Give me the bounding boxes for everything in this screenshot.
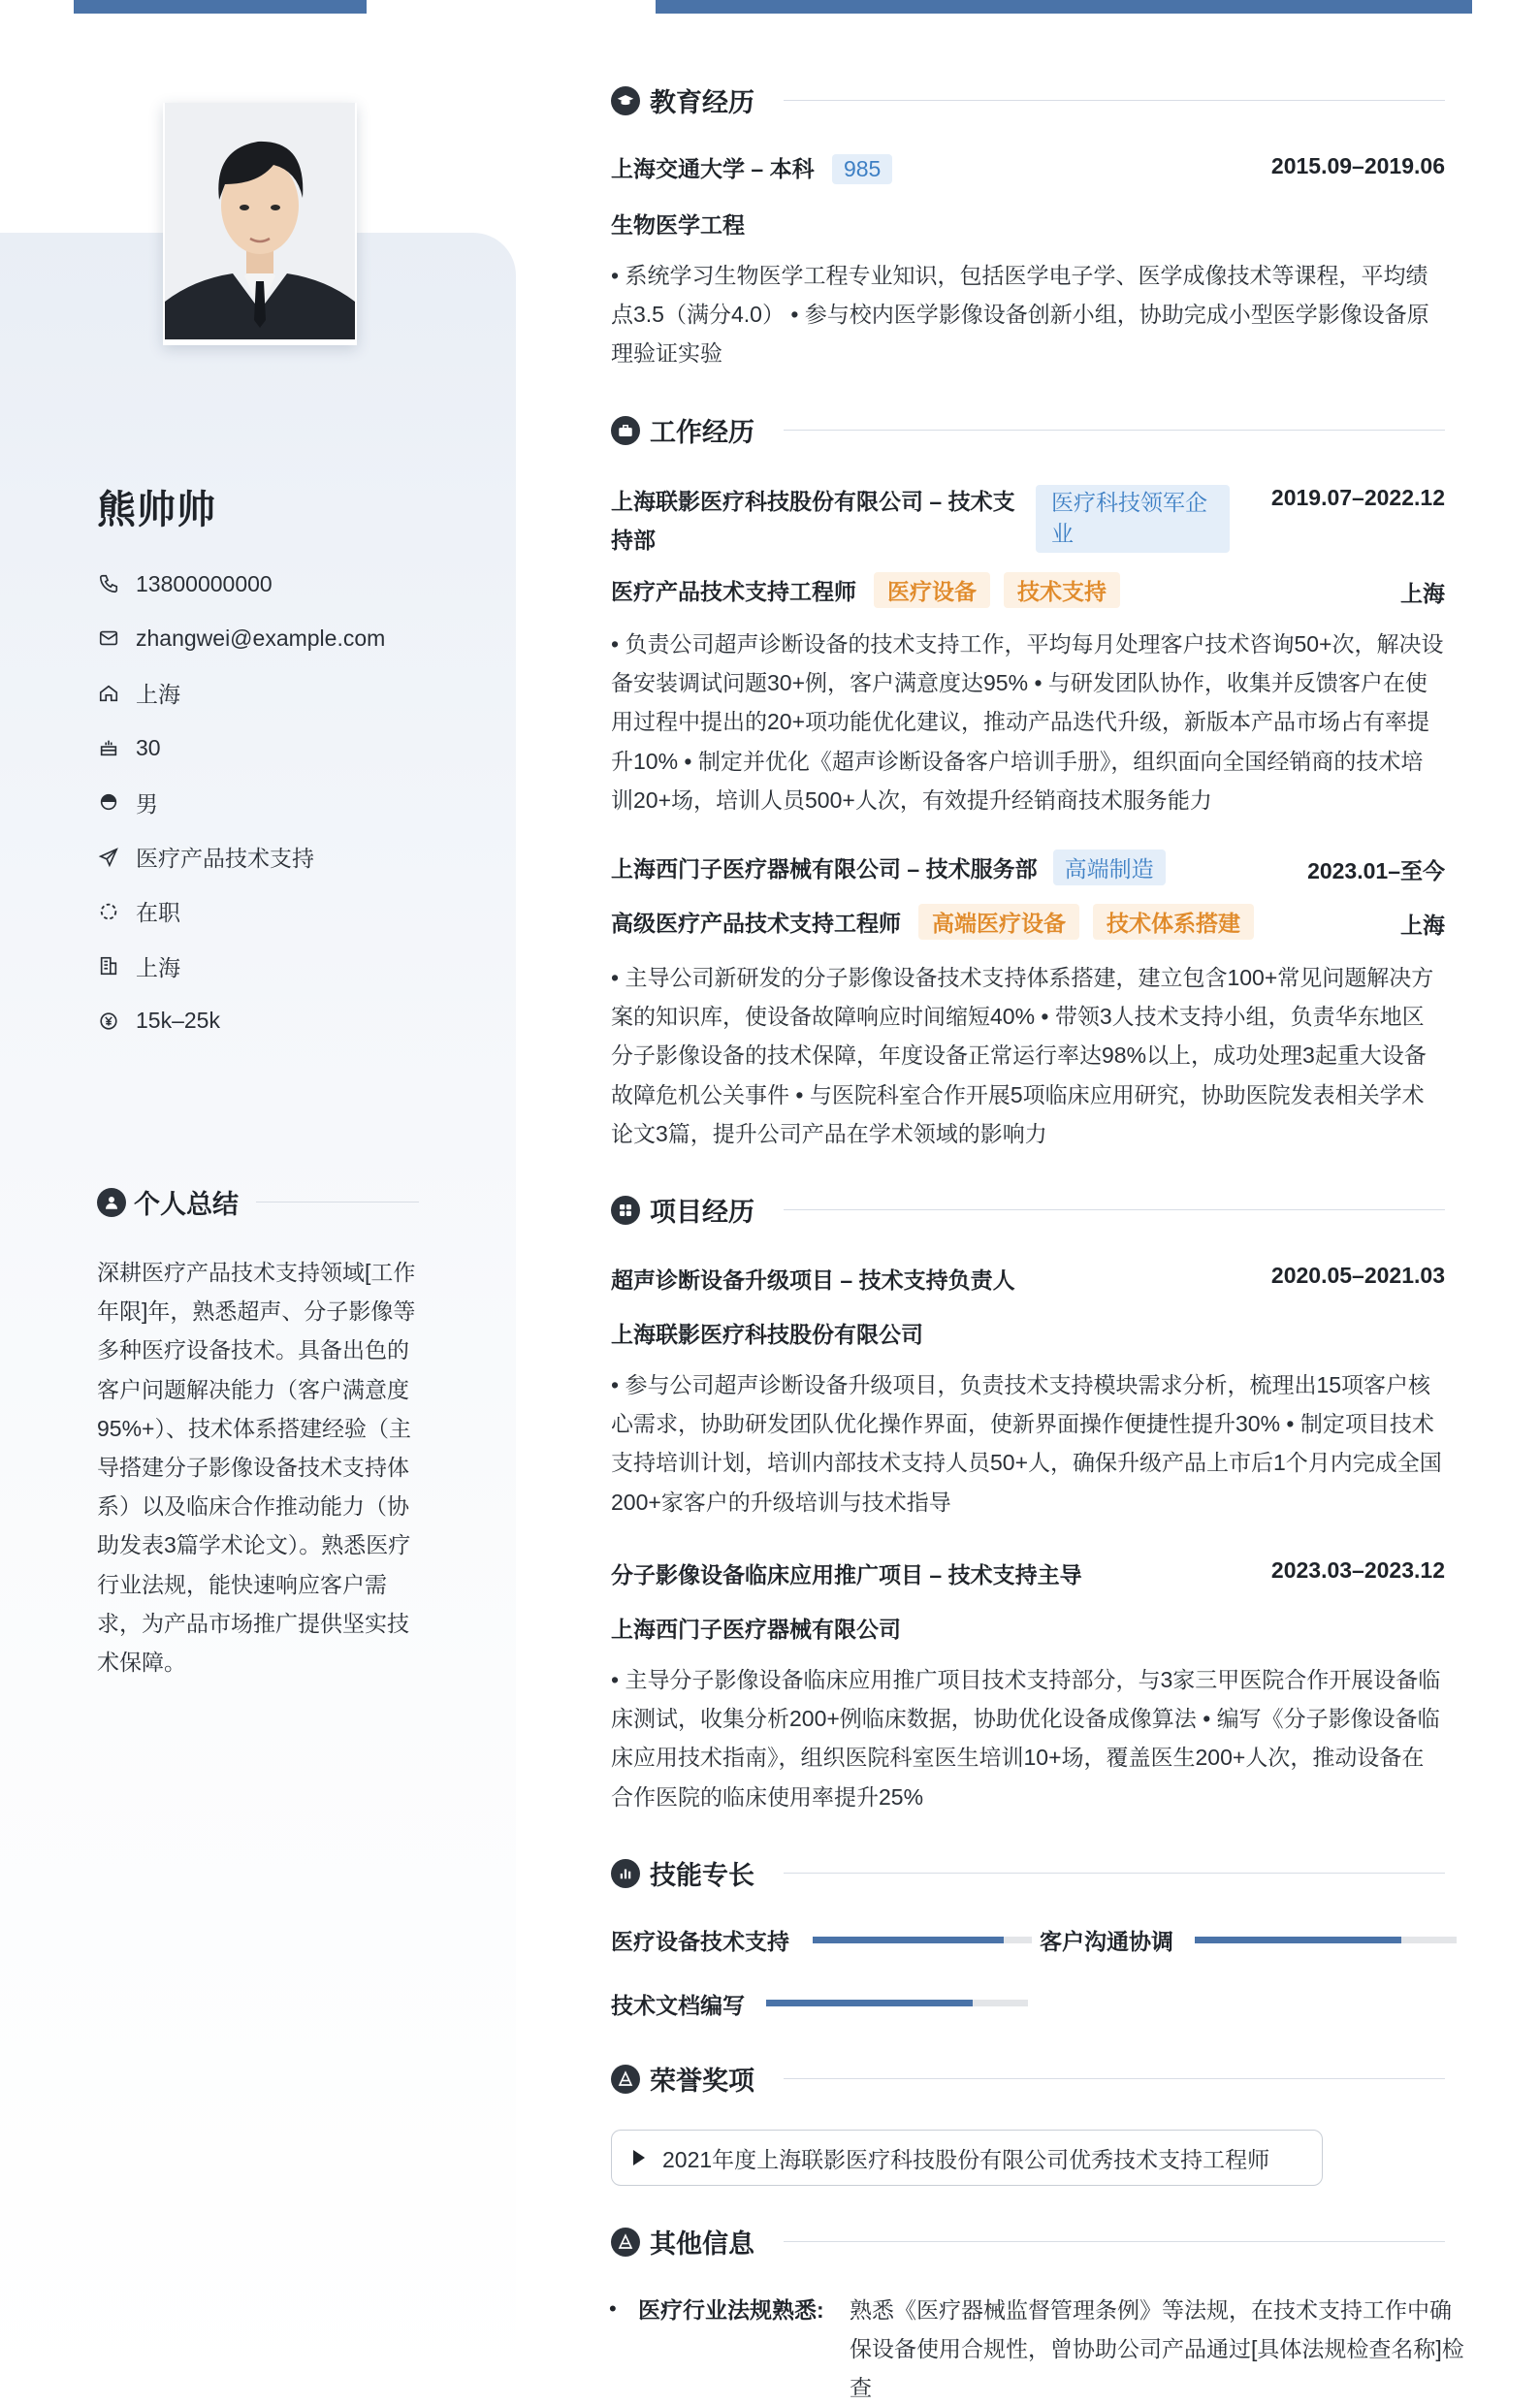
contact-text: 15k–25k [136,1008,220,1034]
award-icon [611,2065,640,2094]
skill-bar-fill [813,1937,1004,1943]
contact-salary [97,993,385,1047]
education-header [611,81,1445,119]
work-date: 2023.01–至今 [1307,858,1445,883]
caret-right-icon [633,2150,645,2165]
divider [784,1873,1445,1874]
contact-age [97,721,385,775]
contact-text: 13800000000 [136,570,273,596]
skill-bar [766,2000,1028,2006]
phone-icon [97,572,120,595]
company-tag: 医疗科技领军企业 [1036,485,1230,553]
contact-city [97,666,385,721]
mail-icon [97,626,120,650]
skill-tag: 高端医疗设备 [918,904,1079,940]
project-desc: • 主导分子影像设备临床应用推广项目技术支持部分，与3家三甲医院合作开展设备临床测试，收集分析200+例临床数据，协助优化设备成像算法 • 编写《分子影像设备临床应用技术指南》，组织医院科室医生培训10+场，覆盖医生200+人次，推动设备在合作医院的临床使用率提升25% [611,1667,1441,1810]
skill-name: 医疗设备技术支持 [611,1929,789,1954]
project-name: 超声诊断设备升级项目 – 技术支持负责人 [611,1267,1015,1293]
contact-text: zhangwei@example.com [136,625,386,651]
contact-email [97,611,385,665]
school-tag: 985 [832,154,892,184]
skill-tag: 医疗设备 [874,572,990,608]
divider [784,100,1445,101]
bullet: • [609,2296,617,2321]
education-desc: • 系统学习生物医学工程专业知识，包括医学电子学、医学成像技术等课程，平均绩点3.5（满分4.0） • 参与校内医学影像设备创新小组，协助完成小型医学影像设备原理验证实验 [611,263,1429,367]
top-accent-bar-left [74,0,367,14]
skill-bar-fill [1195,1937,1401,1943]
award-text: 2021年度上海联影医疗科技股份有限公司优秀技术支持工程师 [662,2146,1270,2172]
home-icon [97,682,120,705]
work-role-row [611,572,1120,608]
divider [784,2241,1445,2242]
skill-name: 客户沟通协调 [1040,1929,1173,1954]
project-company: 上海西门子医疗器械有限公司 [611,1617,901,1642]
contact-text: 在职 [136,900,180,926]
candidate-name: 熊帅帅 [97,489,216,531]
contact-gender [97,775,385,829]
work-role: 医疗产品技术支持工程师 [611,579,856,604]
contact-list [97,557,385,1048]
education-date: 2015.09–2019.06 [1270,153,1445,178]
work-location: 上海 [1400,581,1445,606]
other-label: 医疗行业法规熟悉: [638,2297,824,2323]
skill-tag: 技术支持 [1004,572,1120,608]
person-icon [97,1188,126,1217]
work-location: 上海 [1400,913,1445,938]
projects-header [611,1191,1445,1229]
contact-text: 上海 [136,954,180,980]
work-company: 上海西门子医疗器械有限公司 – 技术服务部 [611,856,1038,882]
gender-icon [97,790,120,814]
contact-status [97,884,385,939]
work-title: 工作经历 [650,418,754,447]
project-date: 2020.05–2021.03 [1270,1263,1445,1288]
send-icon [97,846,120,869]
other-item [609,2291,1466,2405]
grid-icon [611,1196,640,1225]
project-date: 2023.03–2023.12 [1270,1557,1445,1583]
status-icon [97,900,120,923]
education-school-row [611,151,892,184]
education-major: 生物医学工程 [611,212,745,238]
work-role: 高级医疗产品技术支持工程师 [611,911,901,936]
other-text: 熟悉《医疗器械监督管理条例》等法规，在技术支持工作中确保设备使用合规性，曾协助公司产品通过[具体法规检查名称]检查 [850,2297,1464,2401]
divider [784,2078,1445,2079]
work-desc: • 负责公司超声诊断设备的技术支持工作，平均每月处理客户技术咨询50+次，解决设备安装调试问题30+例，客户满意度达95% • 与研发团队协作，收集并反馈客户在使用过程中提出的20+项功能优化建议，推动产品迭代升级，新版本产品市场占有率提升10% • 制定并优化《超声诊断设备客户培训手册》，组织面向全国经销商的技术培训20+场，培训人员500+人次，有效提升经销商技术服务能力 [611,631,1444,813]
work-company-row [611,850,1166,885]
cake-icon [97,736,120,759]
bar-chart-icon [611,1859,640,1888]
contact-text: 上海 [136,682,180,708]
skill-bar-fill [766,2000,973,2006]
project-company: 上海联影医疗科技股份有限公司 [611,1322,923,1347]
education-title: 教育经历 [650,88,754,117]
divider [784,1209,1445,1210]
skill-bar [813,1937,1032,1943]
graduation-cap-icon [611,86,640,115]
work-role-row [611,904,1254,940]
avatar [165,103,355,339]
project-desc: • 参与公司超声诊断设备升级项目，负责技术支持模块需求分析，梳理出15项客户核心需求，协助研发团队优化操作界面，使新界面操作便捷性提升30% • 制定项目技术支持培训计划，培训内部技术支持人员50+人，确保升级产品上市后1个月内完成全国200+家客户的升级培训与技术指导 [611,1372,1442,1515]
work-date: 2019.07–2022.12 [1270,485,1445,510]
other-header [611,2223,1445,2261]
work-tag-wrap [1036,485,1230,553]
summary-title: 个人总结 [134,1190,239,1219]
skills-header [611,1854,1445,1892]
awards-header [611,2060,1445,2098]
contact-location [97,939,385,993]
award-item[interactable] [611,2130,1323,2186]
summary-text: 深耕医疗产品技术支持领域[工作年限]年，熟悉超声、分子影像等多种医疗设备技术。具备出色的客户问题解决能力（客户满意度95%+）、技术体系搭建经验（主导搭建分子影像设备技术支持体系）以及临床合作推动能力（协助发表3篇学术论文）。熟悉医疗行业法规，能快速响应客户需求，为产品市场推广提供坚实技术保障。 [97,1260,416,1676]
contact-text: 男 [136,790,158,817]
contact-text: 30 [136,734,161,760]
building-icon [97,954,120,978]
projects-title: 项目经历 [650,1198,754,1227]
top-accent-bar-right [656,0,1472,14]
summary-header [97,1183,419,1221]
contact-phone [97,557,385,611]
work-header [611,411,1445,449]
info-icon [611,2228,640,2257]
work-desc: • 主导公司新研发的分子影像设备技术支持体系搭建，建立包含100+常见问题解决方案的知识库，使设备故障响应时间缩短40% • 带领3人技术支持小组，负责华东地区分子影像设备的技术保障，年度设备正常运行率达98%以上，成功处理3起重大设备故障危机公关事件 • 与医院科室合作开展5项临床应用研究，协助医院发表相关学术论文3篇，提升公司产品在学术领域的影响力 [611,965,1434,1146]
education-school: 上海交通大学 – 本科 [611,156,815,181]
skill-bar [1195,1937,1457,1943]
skill-name: 技术文档编写 [611,1993,745,2018]
contact-position [97,829,385,883]
salary-icon [97,1010,120,1033]
divider [784,430,1445,431]
skills-title: 技能专长 [650,1861,754,1890]
skill-tag: 技术体系搭建 [1093,904,1254,940]
contact-text: 医疗产品技术支持 [136,846,314,872]
project-name: 分子影像设备临床应用推广项目 – 技术支持主导 [611,1562,1082,1587]
briefcase-icon [611,416,640,445]
awards-title: 荣誉奖项 [650,2067,754,2096]
company-tag: 高端制造 [1053,850,1166,885]
other-title: 其他信息 [650,2229,754,2259]
work-company: 上海联影医疗科技股份有限公司 – 技术支持部 [611,489,1015,553]
